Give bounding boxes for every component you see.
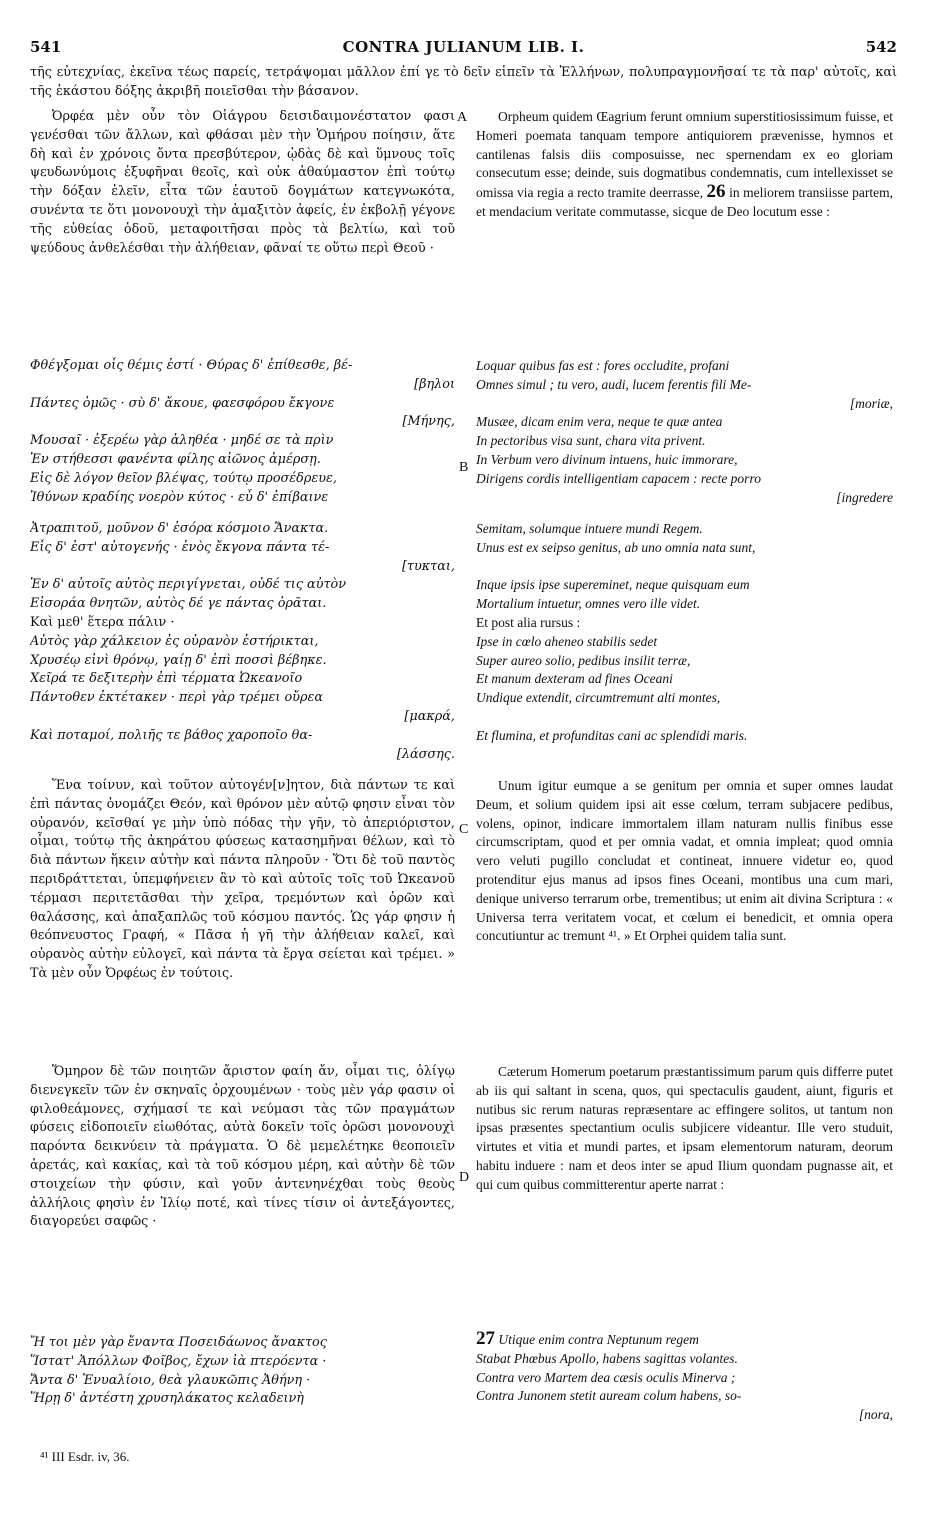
margin-marker-d: D [459, 1170, 470, 1185]
verse-line: In pectoribus visa sunt, chara vita privent. [476, 433, 706, 449]
greek-verse [30, 357, 455, 507]
verse-line: Χεῖρά τε δεξιτερὴν ἐπὶ τέρματα Ὠκεανοῖο [30, 671, 303, 687]
verse-line: Contra vero Martem dea cæsis oculis Minerva ; [476, 1369, 736, 1385]
latin-verse [476, 520, 893, 614]
verse-line: Ἄντα δ' Ἐνυαλίοιο, θεὰ γλαυκῶπις Ἀθήνη · [30, 1372, 311, 1388]
margin-marker-b: B [459, 460, 469, 475]
verse-line: Stabat Phœbus Apollo, habens sagittas volantes. [476, 1350, 738, 1366]
verse-line: Mortalium intuetur, omnes vero ille videt. [476, 596, 701, 612]
greek-paragraph: Ὅμηρον δὲ τῶν ποιητῶν ἄριστον φαίη ἄν, οἶμαι τις, ὀλίγῳ διενεγκεῖν τῶν ἐν σκηναῖς ὀρχουμένων · τοὺς μὲν γάρ φασιν οἱ φιλοθεάμονες, σχήμασί τε καὶ νεύμασι τὰς τῶν πραγμάτων φύσεις εἰδοποιεῖν εἰωθότας, αὐτὰ δοκεῖν τοῖς ὁρῶσι μονονουχὶ παρόντα δεικνύειν τὰ πράγματα. Ὁ δὲ μεμελέτηκε θεοποιεῖν ἀρετάς, καὶ κακίας, καὶ τὰ τοῦ κόσμου μέρη, καὶ αὐτὴν δὲ τῶν στοιχείων τὴν φύσιν, καὶ γοῦν ἀντενηνέχθαι τοὺς θεοὺς ἀλλήλοις φησὶν ἐν Ἰλίῳ ποτέ, καὶ τίνες τίσιν οἱ ἀντεξάγοντες, διαγορεύει σαφῶς · [30, 1064, 455, 1230]
verse-line: Αὐτὸς γὰρ χάλκειον ἐς οὐρανὸν ἐστήρικται, [30, 633, 319, 649]
running-title: CONTRA JULIANUM LIB. I. [342, 38, 585, 56]
verse-line: [moriæ, [849, 395, 893, 411]
greek-column-block-1 [30, 108, 455, 258]
verse-line: Semitam, solumque intuere mundi Regem. [476, 521, 703, 536]
latin-verse [476, 357, 893, 507]
verse-line: [nora, [858, 1407, 893, 1423]
verse-line: Super aureo solio, pedibus insilit terræ, [476, 652, 691, 668]
margin-marker-c: C [459, 822, 469, 837]
latin-verse-block-1 [476, 357, 893, 507]
latin-verse [476, 633, 893, 746]
verse-line: Πάντες ὁμῶς · σὺ δ' ἄκουε, φαεσφόρου ἔκγονε [30, 395, 335, 411]
verse-spacer [476, 708, 893, 727]
verse-line: Et manum dexteram ad fines Oceani [476, 671, 673, 687]
footnote: ⁴¹ III Esdr. iv, 36. [40, 1449, 130, 1464]
verse-line: Εἰς δὲ λόγον θεῖον βλέψας, τούτῳ προσέδρευε, [30, 470, 337, 486]
greek-verse-block-4 [30, 1334, 455, 1409]
verse-line: [μακρά, [404, 708, 455, 724]
verse-line: Πάντοθεν ἐκτέτακεν · περὶ γὰρ τρέμει οὔρεα [30, 690, 323, 706]
greek-column-block-3 [30, 1063, 455, 1232]
verse-line: Εἰσοράα θνητῶν, αὐτὸς δέ γε πάντας ὁρᾶται. [30, 596, 327, 612]
latin-verse-block-4 [476, 1330, 893, 1425]
verse-line: Ἤ τοι μὲν γὰρ ἔναντα Ποσειδάωνος ἄνακτος [30, 1335, 327, 1350]
greek-verse [30, 520, 455, 614]
greek-verse [30, 633, 455, 765]
verse-spacer [476, 558, 893, 577]
latin-column-block-2 [476, 777, 893, 946]
verse-line: Χρυσέῳ εἰνὶ θρόνῳ, γαίῃ δ' ἐπὶ ποσσὶ βέβηκε. [30, 652, 327, 668]
verse-line: Inque ipsis ipse supereminet, neque quisquam eum [476, 577, 750, 593]
greek-verse [30, 1334, 455, 1409]
verse-line: Εἷς δ' ἐστ' αὐτογενής · ἑνὸς ἔκγονα πάντα τέ- [30, 539, 330, 555]
latin-verse [476, 1330, 893, 1425]
verse-line: [βηλοι [414, 376, 455, 392]
verse-line: Φθέγξομαι οἷς θέμις ἐστί · Θύρας δ' ἐπίθεσθε, βέ- [30, 358, 353, 373]
margin-marker-a: A [457, 110, 468, 125]
verse-line: [τυκται, [401, 558, 455, 574]
verse-line: Ἰθύνων κραδίης νοερὸν κύτος · εὖ δ' ἐπίβαινε [30, 489, 329, 505]
verse-line: [ingredere [836, 489, 893, 505]
latin-paragraph: Et post alia rursus : [476, 614, 581, 630]
verse-line: Ἥρῃ δ' ἀντέστη χρυσηλάκατος κελαδεινὴ [30, 1391, 304, 1407]
verse-line: [Μήνης, [402, 414, 455, 430]
verse-line: Καὶ ποταμοί, πολιῆς τε βάθος χαροποῖο θα- [30, 727, 313, 743]
latin-column-block-3 [476, 1063, 893, 1195]
latin-verse-block-2 [476, 520, 893, 746]
verse-line: Et flumina, et profunditas cani ac splendidi maris. [476, 727, 748, 743]
page-number-left: 541 [30, 38, 62, 56]
verse-line: Omnes simul ; tu vero, audi, lucem ferentis fili Me- [476, 376, 752, 392]
verse-line: Ἀτραπιτοῦ, μοῦνον δ' ἐσόρα κόσμοιο Ἄνακτα. [30, 521, 329, 536]
latin-text: Orpheum quidem Œagrium ferunt omnium superstitiosissimum fuisse, et Homeri poemata tanquam tempore antiquiorem prævenisse, hymnos et cantilenas falsis diis composuisse, nec spernendam ex eo gloriam consecutum esse; deinde, suis dogmatibus condemnatis, cum intellexisset se omissa via regia a recto tramite deerrasse, [476, 109, 893, 201]
greek-paragraph: Ἕνα τοίνυν, καὶ τοῦτον αὐτογέν[ν]ητον, διὰ πάντων τε καὶ ἐπὶ πάντας ὀνομάζει Θεόν, καὶ θρόνον μὲν αὐτῷ φησιν εἶναι τὸν οὐρανόν, κεῖσθαί γε μὴν ὑπὸ πόδας τὴν γῆν, τὸ ἀπεριόριστον, οἶμαι, τούτῳ τῆς ἀκηράτου φύσεως κατασημῆναι θέλων, καὶ τὸ διὰ πάντων ἥκειν αὐτὴν καὶ πάντα πληροῦν · Ὅτι δὲ τοῦ παντὸς περιδράττεται, ὑπεμφήνειεν ἂν τὸ καὶ αὐτοῖς τοῖς τοῦ Ὠκεανοῦ τέρμασι περιτετᾶσθαι τὴν χεῖρα, τρεμόντων καὶ ὀρῶν καὶ θαλάσσης, καὶ ἁπαξαπλῶς τοῦ κόσμου παντός. Ὡς γάρ φησιν ἡ θεόπνευστος Γραφή, « Πᾶσα ἡ γῆ τὴν ἀλήθειαν καλεῖ, καὶ οὐρανὸς αὐτὴν εὐλογεῖ, καὶ πάντα τὰ ἔργα σείεται καὶ τρέμει. » Τὰ μὲν οὖν Ὀρφέως ἐν τούτοις. [30, 778, 455, 981]
greek-verse-block-2 [30, 520, 455, 764]
verse-line: [λάσσης. [396, 746, 455, 762]
verse-line: Ἵστατ' Ἀπόλλων Φοῖβος, ἔχων ἰὰ πτερόεντα · [30, 1353, 327, 1369]
latin-paragraph [476, 108, 893, 222]
latin-paragraph: Unum igitur eumque a se genitum per omnia et super omnes laudat Deum, et solium quidem ipsi ait esse cœlum, terram subjacere pedibus, volens, opinor, indicare immortalem illam naturam nullis finibus esse circumscriptam, quod et per omnia vadat, et omnia impleat; quod omnia vero veluti pugillo concludat et contineat, innuere videtur eo, quod protenditur ejus manus ad ipsos fines Oceani, montibus una cum mari, denique universo terrarum orbe, trementibus; ut enim ait divina Scriptura : « Universa terra veritatem vocat, et cœlum ei benedicit, et omnia opera concutiuntur ac tremunt ⁴¹. » Et Orphei quidem talia sunt. [476, 778, 893, 944]
verse-text: Utique enim contra Neptunum regem [498, 1332, 699, 1347]
greek-paragraph: Καὶ μεθ' ἕτερα πάλιν · [30, 614, 175, 630]
intro-greek-text: τῆς εὐτεχνίας, ἐκεῖνα τέως παρείς, τετράψομαι μᾶλλον ἐπί γε τὸ δεῖν εἰπεῖν τὰ Ἑλλήνων, πολυπραγμονῆσαί τε τὰ παρ' αὐτοῖς, καὶ τῆς ἑκάστου δόξης ἀκριβῆ ποιεῖσθαι τὴν βάσανον. [30, 65, 897, 99]
verse-line: Ipse in cœlo aheneo stabilis sedet [476, 633, 658, 649]
greek-paragraph: Ὀρφέα μὲν οὖν τὸν Οἰάγρου δεισιδαιμονέστατον φασι γενέσθαι τῶν ἄλλων, καὶ φθάσαι μὲν τὴν Ὁμήρου ποίησιν, ἅτε δὴ καὶ ἐν χρόνοις ὄντα πρεσβύτερον, ᾠδὰς δὲ καὶ ὕμνους τοῖς ψευδωνύμοις ἐξυφῆναι θεοῖς, καὶ οὐκ ἀθαύμαστον ἐπὶ τούτῳ τὴν δόξαν ἑλεῖν, εἶτα τῶν ἑαυτοῦ δογμάτων κατεγνωκότα, συνέντα τε ὅτι μονονουχὶ τὴν ἁμαξιτὸν ἀφείς, ἐν ἐκβολῇ γέγονε τῆς εὐθείας ὁδοῦ, μεταφοιτῆσαι πρὸς τὰ βελτίω, καὶ τοῦ ψεύδους ἀνθελέσθαι τὴν ἀλήθειαν, φᾶναί τε οὕτω περὶ Θεοῦ · [30, 109, 455, 256]
page-header [30, 38, 897, 60]
verse-line [476, 1330, 893, 1350]
greek-column-block-2 [30, 777, 455, 984]
latin-paragraph: Cæterum Homerum poetarum præstantissimum parum quis differre putet ab iis qui saltant in scena, quos, qui spectaculis gaudent, aiunt, figuris et nutibus sic rerum naturas repræsentare ac effingere solitos, ut tantum non ipsas præsentes spectantium oculis subjicere videantur. Ille vero studuit, virtutes et vitia et mundi partes, et ipsam elementorum naturam, deorum habitu induere : nam et deos inter se apud Ilium quondam pugnasse ait, et qui cum quibus committerentur aperte narrat : [476, 1064, 893, 1192]
verse-line: In Verbum vero divinum intuens, huic immorare, [476, 451, 738, 467]
greek-verse-block-1 [30, 357, 455, 507]
verse-line: Loquar quibus fas est : fores occludite, profani [476, 358, 730, 373]
latin-text: in meliorem transiisse partem, et mendacium veritate commutasse, sicque de Deo locutum esse : [476, 185, 894, 219]
verse-line: Contra Junonem stetit auream colum habens, so- [476, 1388, 742, 1404]
column-number: 26 [706, 181, 726, 203]
column-number: 27 [476, 1330, 495, 1349]
verse-line: Ἐν δ' αὐτοῖς αὐτὸς περιγίγνεται, οὐδέ τις αὐτὸν [30, 577, 347, 593]
verse-line: Undique extendit, circumtremunt alti montes, [476, 690, 721, 706]
page-number-right: 542 [865, 38, 897, 56]
verse-line: Μουσαῖ · ἐξερέω γὰρ ἀληθέα · μηδέ σε τὰ πρὶν [30, 433, 334, 449]
verse-line: Ἐν στήθεσσι φανέντα φίλης αἰῶνος ἀμέρσῃ. [30, 451, 321, 467]
latin-column-block-1 [476, 108, 893, 222]
verse-line: Unus est ex seipso genitus, ab uno omnia nata sunt, [476, 539, 756, 555]
verse-line: Musæe, dicam enim vera, neque te quæ antea [476, 414, 723, 430]
verse-line: Dirigens cordis intelligentiam capacem : recte porro [476, 470, 761, 486]
